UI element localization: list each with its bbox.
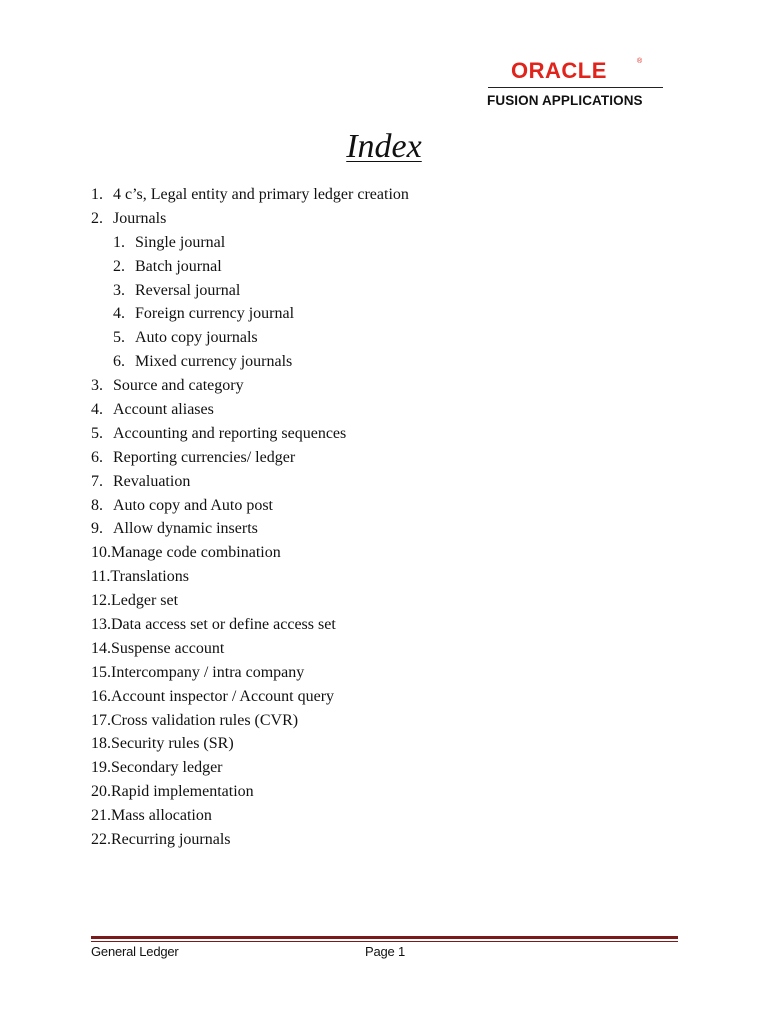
index-item-label: Source and category [113,377,244,395]
index-item [91,828,409,852]
index-item-label: Secondary ledger [111,759,223,777]
registered-mark: ® [637,58,643,65]
index-item-label: Journals [113,209,167,227]
index-item-label: Accounting and reporting sequences [113,424,347,442]
index-item [91,732,409,756]
index-item [91,494,409,518]
index-item [91,517,409,541]
index-item-number: 1. [91,186,103,203]
index-item-label: 4 c’s, Legal entity and primary ledger creation [113,186,409,203]
index-item-number: 21. [91,807,111,825]
index-subitem [91,326,409,350]
logo-divider [488,87,663,88]
index-item-number: 6. [113,353,125,371]
index-item [91,780,409,804]
index-item [91,422,409,446]
index-item [91,183,409,207]
footer-rule-thin [91,941,678,942]
index-item-number: 20. [91,783,111,801]
index-item [91,565,409,589]
index-subitem [91,350,409,374]
index-item-number: 15. [91,663,111,681]
index-item-label: Intercompany / intra company [111,663,305,681]
index-item-number: 13. [91,616,111,634]
index-item-label: Allow dynamic inserts [113,520,258,538]
index-item-label: Data access set or define access set [111,616,336,634]
index-item-label: Single journal [135,233,226,251]
index-item [91,398,409,422]
index-item-number: 3. [113,281,125,299]
index-item-number: 5. [91,424,103,442]
index-item [91,374,409,398]
footer-rule-thick [91,936,678,939]
index-item [91,685,409,709]
index-list [91,183,409,852]
index-item [91,589,409,613]
index-item-label: Translations [110,568,189,586]
index-item-label: Ledger set [111,592,179,610]
index-item-number: 8. [91,496,103,514]
oracle-logo-word: ORACLE [511,58,607,83]
index-item-number: 2. [113,257,125,275]
logo-subtitle: FUSION APPLICATIONS [487,93,643,108]
index-item-number: 11. [91,568,111,586]
index-item-label: Manage code combination [111,544,281,562]
index-item-number: 18. [91,735,111,753]
index-item-label: Auto copy and Auto post [113,496,273,514]
index-item [91,637,409,661]
index-item-number: 10. [91,544,111,562]
index-item-number: 17. [91,711,111,729]
index-item [91,207,409,231]
index-item [91,661,409,685]
index-item-number: 2. [91,209,103,227]
index-item-number: 6. [91,448,103,466]
index-item-number: 1. [113,233,125,251]
oracle-logo [481,55,671,117]
index-item [91,446,409,470]
index-subitem [91,302,409,326]
index-item-number: 3. [91,377,103,395]
index-subitem [91,231,409,255]
index-item-number: 5. [113,329,125,347]
index-item-label: Mixed currency journals [135,353,293,371]
index-subitem [91,279,409,303]
index-item-label: Batch journal [135,257,222,275]
index-item-number: 4. [113,305,125,323]
index-item-number: 19. [91,759,111,777]
index-item-label: Reversal journal [135,281,241,299]
index-item-label: Suspense account [111,639,225,657]
footer-document-title: General Ledger [91,944,179,959]
index-item-number: 16. [91,687,111,705]
index-item [91,470,409,494]
index-item [91,756,409,780]
index-item-label: Security rules (SR) [111,735,234,753]
index-item-number: 7. [91,472,103,490]
index-item-number: 9. [91,520,103,538]
index-item [91,709,409,733]
index-item-number: 4. [91,401,103,419]
index-item-number: 14. [91,639,111,657]
index-item-label: Account aliases [113,401,214,419]
index-item-number: 22. [91,831,111,849]
index-item [91,613,409,637]
index-item-number: 12. [91,592,111,610]
footer-page-number: Page 1 [365,944,406,959]
index-item [91,541,409,565]
page-title: Index [346,128,422,165]
index-item [91,804,409,828]
index-item-label: Reporting currencies/ ledger [113,448,296,466]
index-item-label: Cross validation rules (CVR) [111,711,299,729]
index-item-label: Account inspector / Account query [111,687,335,705]
index-item-label: Mass allocation [111,807,212,825]
index-item-label: Foreign currency journal [135,305,295,323]
index-item-label: Auto copy journals [135,329,258,347]
index-item-label: Recurring journals [111,831,231,849]
index-subitem [91,255,409,279]
index-item-label: Rapid implementation [111,783,254,801]
index-item-label: Revaluation [113,472,191,490]
